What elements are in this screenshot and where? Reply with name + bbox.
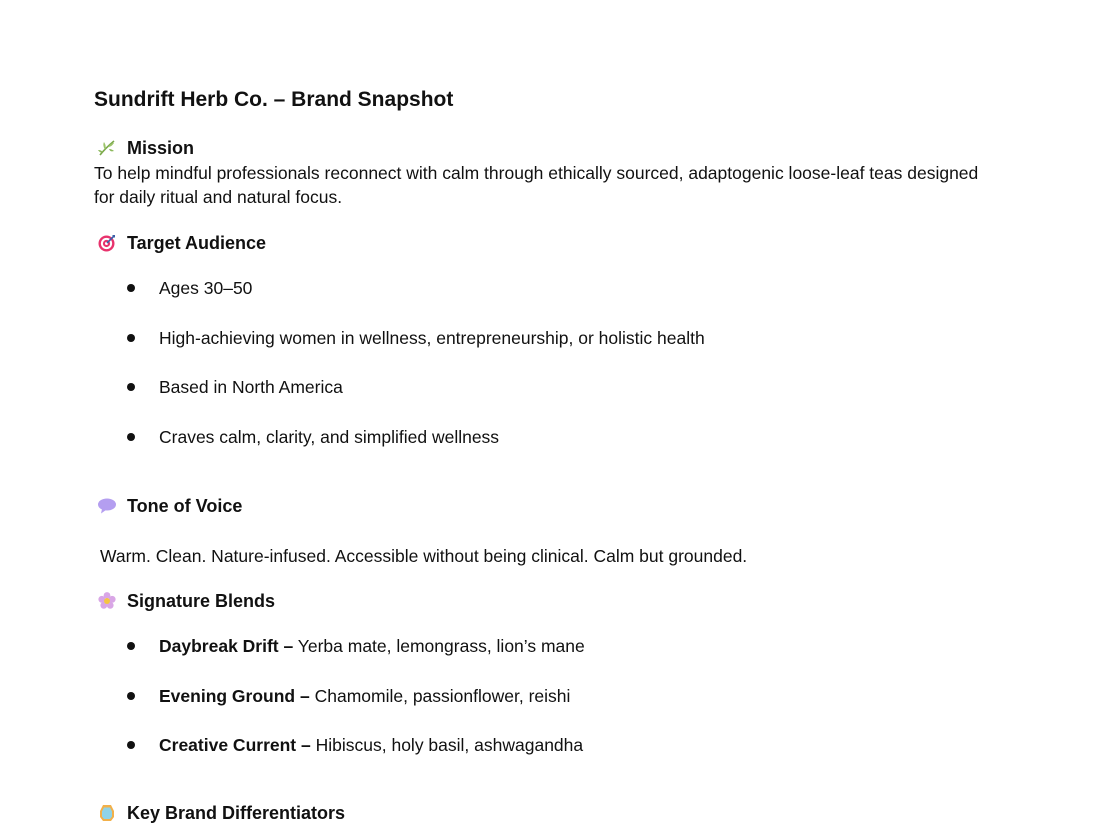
speech-bubble-icon xyxy=(97,496,117,516)
tone-of-voice-heading xyxy=(97,494,242,518)
list-item xyxy=(127,634,585,658)
list-item xyxy=(127,733,583,757)
bullet-icon xyxy=(127,642,135,650)
blend-ingredients: Yerba mate, lemongrass, lion’s mane xyxy=(297,636,585,656)
signature-blends-heading xyxy=(97,589,275,613)
blend-name: Creative Current – xyxy=(159,735,311,755)
mission-heading-label: Mission xyxy=(127,137,195,158)
gem-icon xyxy=(97,803,117,823)
flower-icon xyxy=(97,591,117,611)
list-item xyxy=(127,326,705,350)
mission-text: To help mindful professionals reconnect with calm through ethically sourced, adaptogenic loose-leaf teas designed for daily ritual and natural focus. xyxy=(94,163,979,207)
key-differentiators-heading-label: Key Brand Differentiators xyxy=(127,802,346,823)
tone-of-voice-text: Warm. Clean. Nature-infused. Accessible without being clinical. Calm but grounded. xyxy=(100,546,748,566)
list-item xyxy=(127,425,499,449)
blend-name: Daybreak Drift – xyxy=(159,636,294,656)
bullet-icon xyxy=(127,383,135,391)
bullet-icon xyxy=(127,692,135,700)
blend-name: Evening Ground – xyxy=(159,686,310,706)
list-item-text: Based in North America xyxy=(159,377,343,397)
document-title: Sundrift Herb Co. – Brand Snapshot xyxy=(94,88,454,111)
target-audience-heading-label: Target Audience xyxy=(127,232,267,253)
blend-ingredients: Chamomile, passionflower, reishi xyxy=(314,686,571,706)
list-item xyxy=(127,276,252,300)
bullet-icon xyxy=(127,433,135,441)
mission-heading xyxy=(97,136,194,160)
list-item-text: Ages 30–50 xyxy=(159,278,253,298)
tone-of-voice-heading-label: Tone of Voice xyxy=(127,495,243,516)
list-item-text: High-achieving women in wellness, entrepreneurship, or holistic health xyxy=(159,328,705,348)
blend-ingredients: Hibiscus, holy basil, ashwagandha xyxy=(315,735,584,755)
target-icon xyxy=(97,233,117,253)
list-item xyxy=(127,375,343,399)
key-differentiators-heading xyxy=(97,801,345,825)
signature-blends-heading-label: Signature Blends xyxy=(127,590,276,611)
herb-icon xyxy=(97,138,117,158)
list-item xyxy=(127,684,570,708)
bullet-icon xyxy=(127,741,135,749)
list-item-text: Craves calm, clarity, and simplified wellness xyxy=(159,427,500,447)
bullet-icon xyxy=(127,334,135,342)
bullet-icon xyxy=(127,284,135,292)
target-audience-heading xyxy=(97,231,266,255)
